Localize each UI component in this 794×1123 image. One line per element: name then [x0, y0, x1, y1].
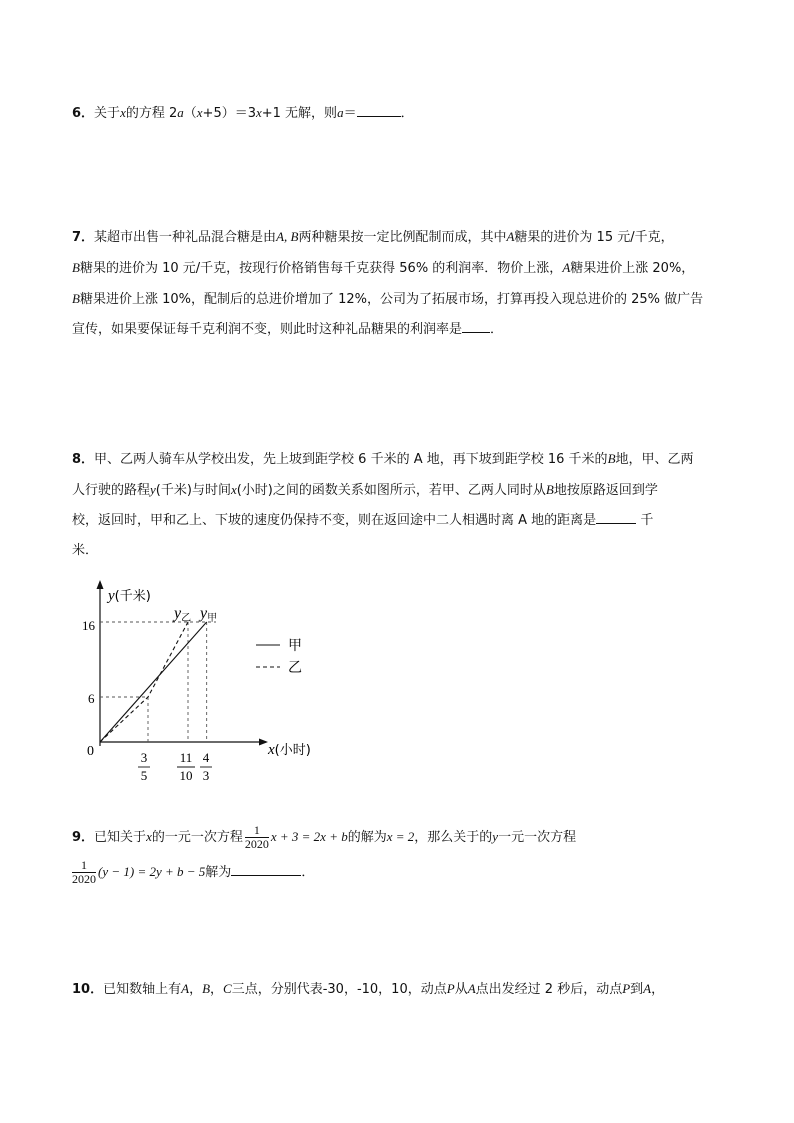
question-7 [72, 222, 732, 345]
question-6: 6．关于x的方程 2a（x+5）＝3x+1 无解，则a＝ ． [72, 98, 732, 129]
label-y-yi: y乙 [174, 605, 192, 624]
q9-line-1: 9．已知关于x的一元一次方程 $\frac{1}{2020}$ x + 3 = 2x + b的解为x = 2，那么关于的y一元一次方程 [72, 823, 577, 851]
q7-line-4: 宣传，如果要保证每千克利润不变，则此时这种礼品糖果的利润率是 ． [72, 315, 732, 345]
question-10: 10．已知数轴上有A，B，C三点，分别代表-30，-10，10，动点P从A点出发经过 2 秒后，动点P到A， [72, 981, 665, 997]
x-tick-4-3-den: 3 [202, 768, 210, 783]
x-axis-label: x(小时) [268, 742, 311, 758]
answer-blank[interactable] [596, 509, 636, 524]
guide-lines [100, 622, 216, 742]
distance-time-graph [78, 578, 348, 783]
y-axis-arrow [97, 580, 104, 589]
origin-label: 0 [87, 744, 94, 759]
question-number: 8． [72, 452, 95, 467]
fraction-1-2020-b: $\frac{1}{2020}$ [72, 858, 96, 886]
y-tick-6: 6 [88, 691, 95, 706]
x-tick-4-3-num: 4 [202, 750, 210, 765]
equation-2: (y − 1) = 2y + b − 5 [98, 864, 206, 879]
question-number: 7． [72, 230, 95, 245]
q8-line-2: 人行驶的路程y(千米)与时间x(小时)之间的函数关系如图所示，若甲、乙两人同时从B地按原路返回到学 [72, 482, 658, 498]
q8-line-4: 米． [72, 543, 99, 558]
q8-line-3: 校，返回时，甲和乙上、下坡的速度仍保持不变，则在返回途中二人相遇时离 A 地的距离是 千 [72, 506, 732, 536]
x-tick-11-10-den: 10 [179, 768, 193, 783]
question-9 [72, 820, 732, 890]
x-tick-11-10-num: 11 [179, 750, 193, 765]
x-tick-3-5-den: 5 [140, 768, 148, 783]
q7-line-1: 7．某超市出售一种礼品混合糖是由A, B两种糖果按一定比例配制而成，其中A糖果的进价为 15 元/千克， [72, 229, 674, 245]
x-axis-arrow [259, 739, 268, 746]
answer-blank[interactable] [357, 102, 401, 117]
q7-line-2: B糖果的进价为 10 元/千克，按现行价格销售每千克获得 56% 的利润率．物价上涨，A糖果进价上涨 20%， [72, 260, 695, 276]
label-y-jia: y甲 [200, 605, 218, 624]
series-group [100, 622, 207, 742]
q8-line-1: 8．甲、乙两人骑车从学校出发，先上坡到距学校 6 千米的 A 地，再下坡到距学校 16 千米的B地，甲、乙两 [72, 451, 694, 467]
question-number: 9． [72, 830, 95, 845]
series-line-yi [100, 622, 188, 742]
question-number: 10． [72, 982, 104, 997]
equation-1: x + 3 = 2x + b [270, 829, 348, 844]
solution-x: x = 2 [386, 829, 415, 844]
question-8 [72, 444, 732, 566]
q7-line-3: B糖果进价上涨 10%，配制后的总进价增加了 12%，公司为了拓展市场，打算再投入现总进价的 25% 做广告 [72, 291, 704, 307]
answer-blank[interactable] [231, 861, 301, 876]
series-line-jia [100, 622, 207, 742]
question-number: 6． [72, 106, 95, 121]
y-tick-16: 16 [82, 618, 95, 633]
legend-jia-label: 甲 [288, 639, 302, 654]
fraction-1-2020: $\frac{1}{2020}$ [244, 823, 269, 851]
legend-yi-label: 乙 [288, 661, 302, 676]
y-axis-label: y(千米) [108, 588, 151, 604]
x-tick-3-5-num: 3 [140, 750, 148, 765]
answer-blank[interactable] [462, 318, 490, 333]
q9-line-2: $\frac{1}{2020}$ (y − 1) = 2y + b − 5解为 ． [72, 858, 315, 886]
